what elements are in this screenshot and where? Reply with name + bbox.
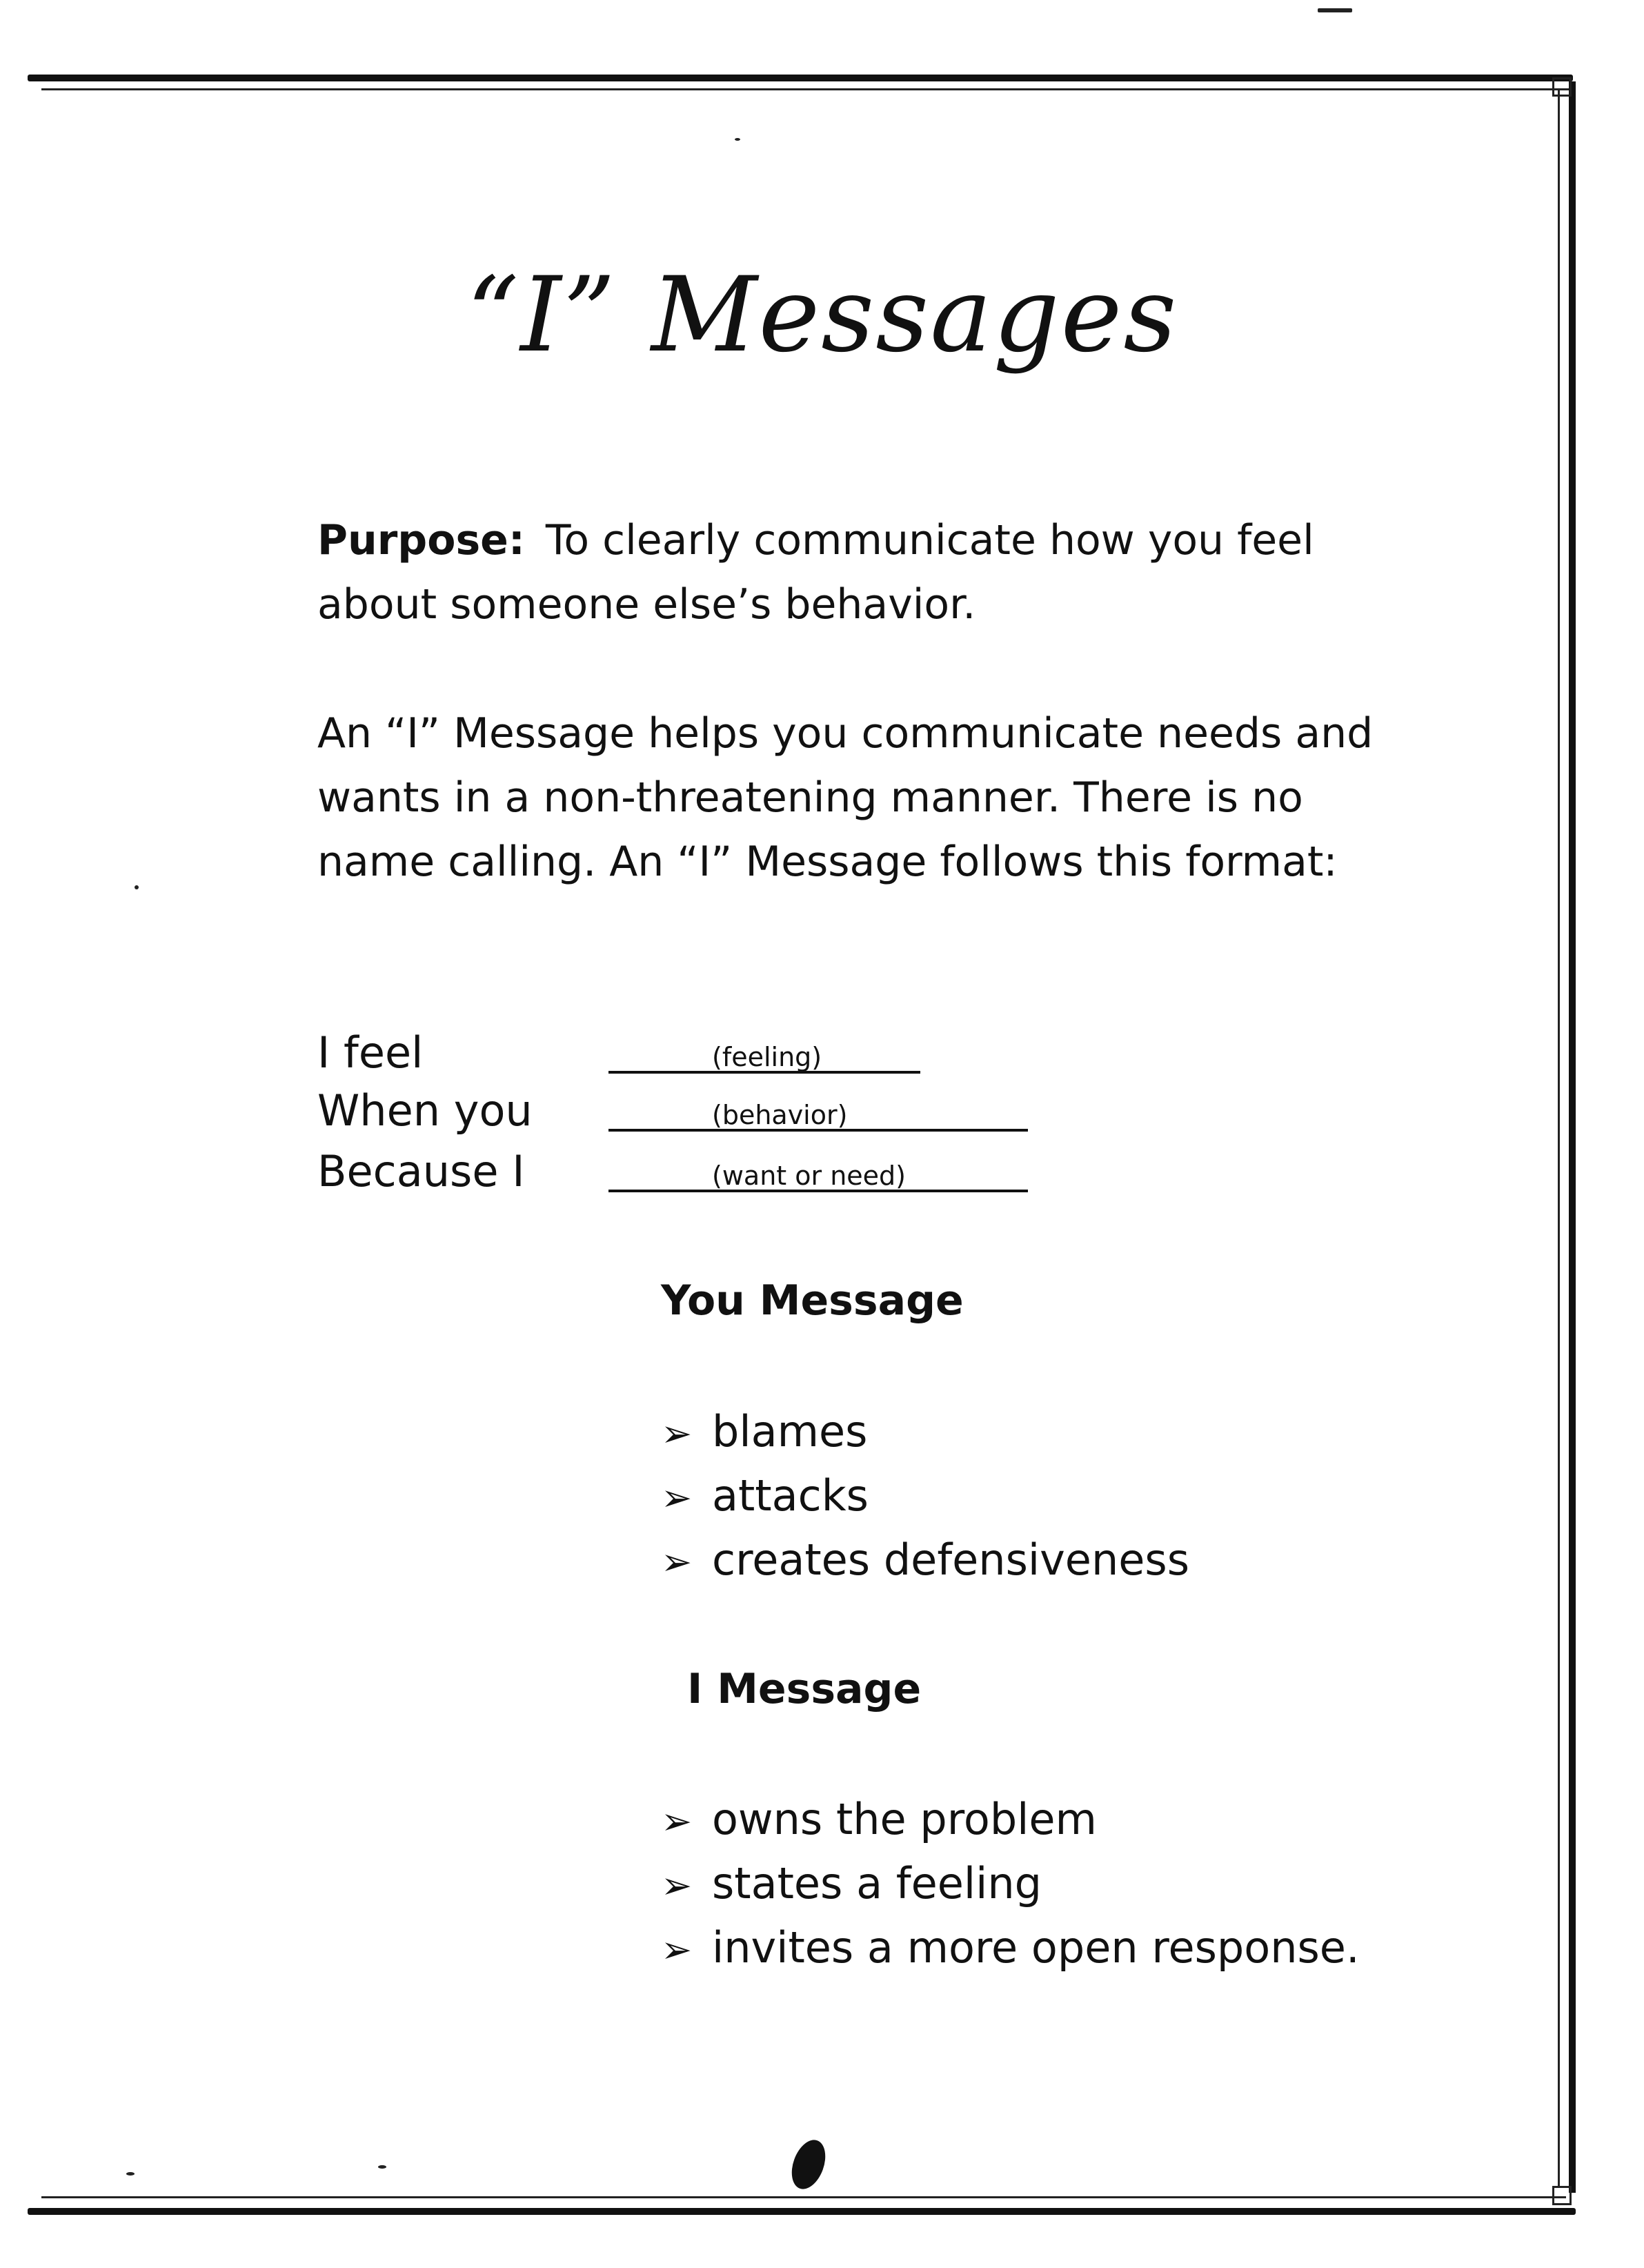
i-message-heading: I Message <box>687 1665 922 1713</box>
format-blank-line <box>608 1129 1028 1132</box>
border-corner-top-right <box>1552 77 1572 97</box>
arrow-bullet-icon: ➢ <box>661 1476 693 1519</box>
page-border-top-inner <box>41 88 1569 90</box>
list-item: ➢ owns the problem <box>661 1787 1360 1851</box>
purpose-paragraph <box>317 509 1352 637</box>
list-item: ➢ invites a more open response. <box>661 1915 1360 1980</box>
format-row-need <box>317 1144 1076 1206</box>
page-border-top <box>28 75 1573 81</box>
arrow-bullet-icon: ➢ <box>661 1864 693 1907</box>
format-hint: (want or need) <box>712 1161 906 1191</box>
scan-speck <box>378 2165 386 2169</box>
format-row-feeling <box>317 1025 1076 1087</box>
intro-paragraph: An “I” Message helps you communicate needs and wants in a non-threatening manner. There is no name calling. An “I” Message follows this format: <box>317 709 1374 886</box>
arrow-bullet-icon: ➢ <box>661 1928 693 1971</box>
border-corner-bottom-right <box>1552 2186 1572 2205</box>
page-border-bottom-inner <box>41 2196 1566 2198</box>
list-item: ➢ blames <box>661 1399 1189 1463</box>
format-lead: I feel <box>317 1027 424 1078</box>
list-item: ➢ states a feeling <box>661 1851 1360 1915</box>
format-lead: When you <box>317 1085 533 1136</box>
scan-speck <box>1318 8 1352 12</box>
arrow-bullet-icon: ➢ <box>661 1799 693 1843</box>
list-item: ➢ attacks <box>661 1463 1189 1528</box>
purpose-label: Purpose: <box>317 516 525 564</box>
scan-speck <box>135 885 139 889</box>
page-border-bottom <box>28 2208 1576 2215</box>
arrow-bullet-icon: ➢ <box>661 1412 693 1455</box>
scan-speck <box>735 138 740 141</box>
format-blank-line <box>608 1190 1028 1192</box>
page-title: “I” Messages <box>466 255 1178 375</box>
scan-speck <box>126 2172 135 2176</box>
page-border-right-inner <box>1558 90 1560 2187</box>
format-lead: Because I <box>317 1146 525 1196</box>
format-blank-line <box>608 1071 920 1074</box>
page-number-mark <box>786 2136 832 2194</box>
list-item: ➢ creates defensiveness <box>661 1528 1189 1592</box>
format-row-behavior <box>317 1083 1076 1145</box>
i-message-list <box>661 1787 1360 1980</box>
you-message-list <box>661 1399 1189 1592</box>
purpose-text: To clearly communicate how you feel about someone else’s behavior. <box>317 516 1314 629</box>
format-hint: (feeling) <box>712 1042 822 1072</box>
arrow-bullet-icon: ➢ <box>661 1540 693 1584</box>
you-message-heading: You Message <box>661 1276 964 1325</box>
page-border-right <box>1569 81 1576 2193</box>
format-hint: (behavior) <box>712 1100 848 1130</box>
